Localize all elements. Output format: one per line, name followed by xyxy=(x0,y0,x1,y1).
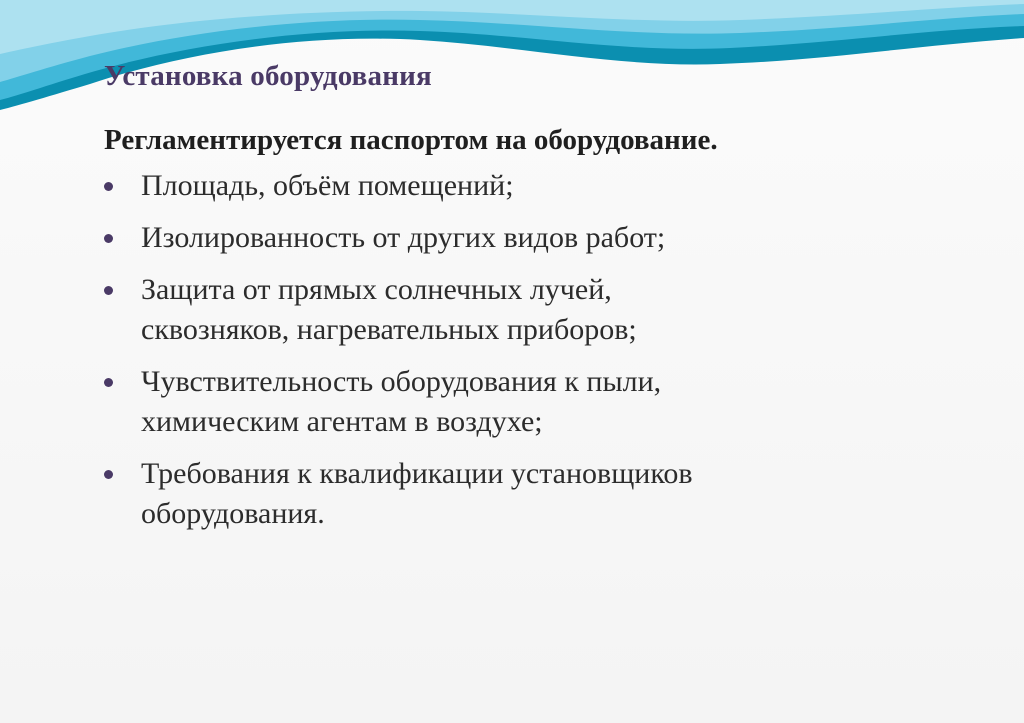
bullet-line: Требования к квалификации установщиков xyxy=(141,457,693,490)
bullet-dot-icon xyxy=(104,378,113,387)
bullet-line: Площадь, объём помещений; xyxy=(141,169,514,202)
bullet-dot-icon xyxy=(104,182,113,191)
bullet-item xyxy=(104,270,964,350)
bullet-item xyxy=(104,362,964,442)
bullet-dot-icon xyxy=(104,234,113,243)
lead-text: Регламентируется паспортом на оборудование. xyxy=(104,124,718,156)
bullet-text xyxy=(141,362,661,442)
slide-title: Установка оборудования xyxy=(104,60,432,92)
bullet-text xyxy=(141,218,665,258)
bullet-item xyxy=(104,454,964,534)
bullet-text xyxy=(141,270,637,350)
bullet-line: Чувствительность оборудования к пыли, xyxy=(141,365,662,398)
bullet-text xyxy=(141,454,693,534)
bullet-list xyxy=(104,166,964,546)
bullet-item xyxy=(104,166,964,206)
bullet-line: сквозняков, нагревательных приборов; xyxy=(141,313,637,346)
bullet-line: Изолированность от других видов работ; xyxy=(141,221,666,254)
bullet-text xyxy=(141,166,514,206)
bullet-item xyxy=(104,218,964,258)
bullet-line: Защита от прямых солнечных лучей, xyxy=(141,273,612,306)
bullet-line: оборудования. xyxy=(141,497,325,530)
bullet-dot-icon xyxy=(104,470,113,479)
bullet-line: химическим агентам в воздухе; xyxy=(141,405,543,438)
bullet-dot-icon xyxy=(104,286,113,295)
